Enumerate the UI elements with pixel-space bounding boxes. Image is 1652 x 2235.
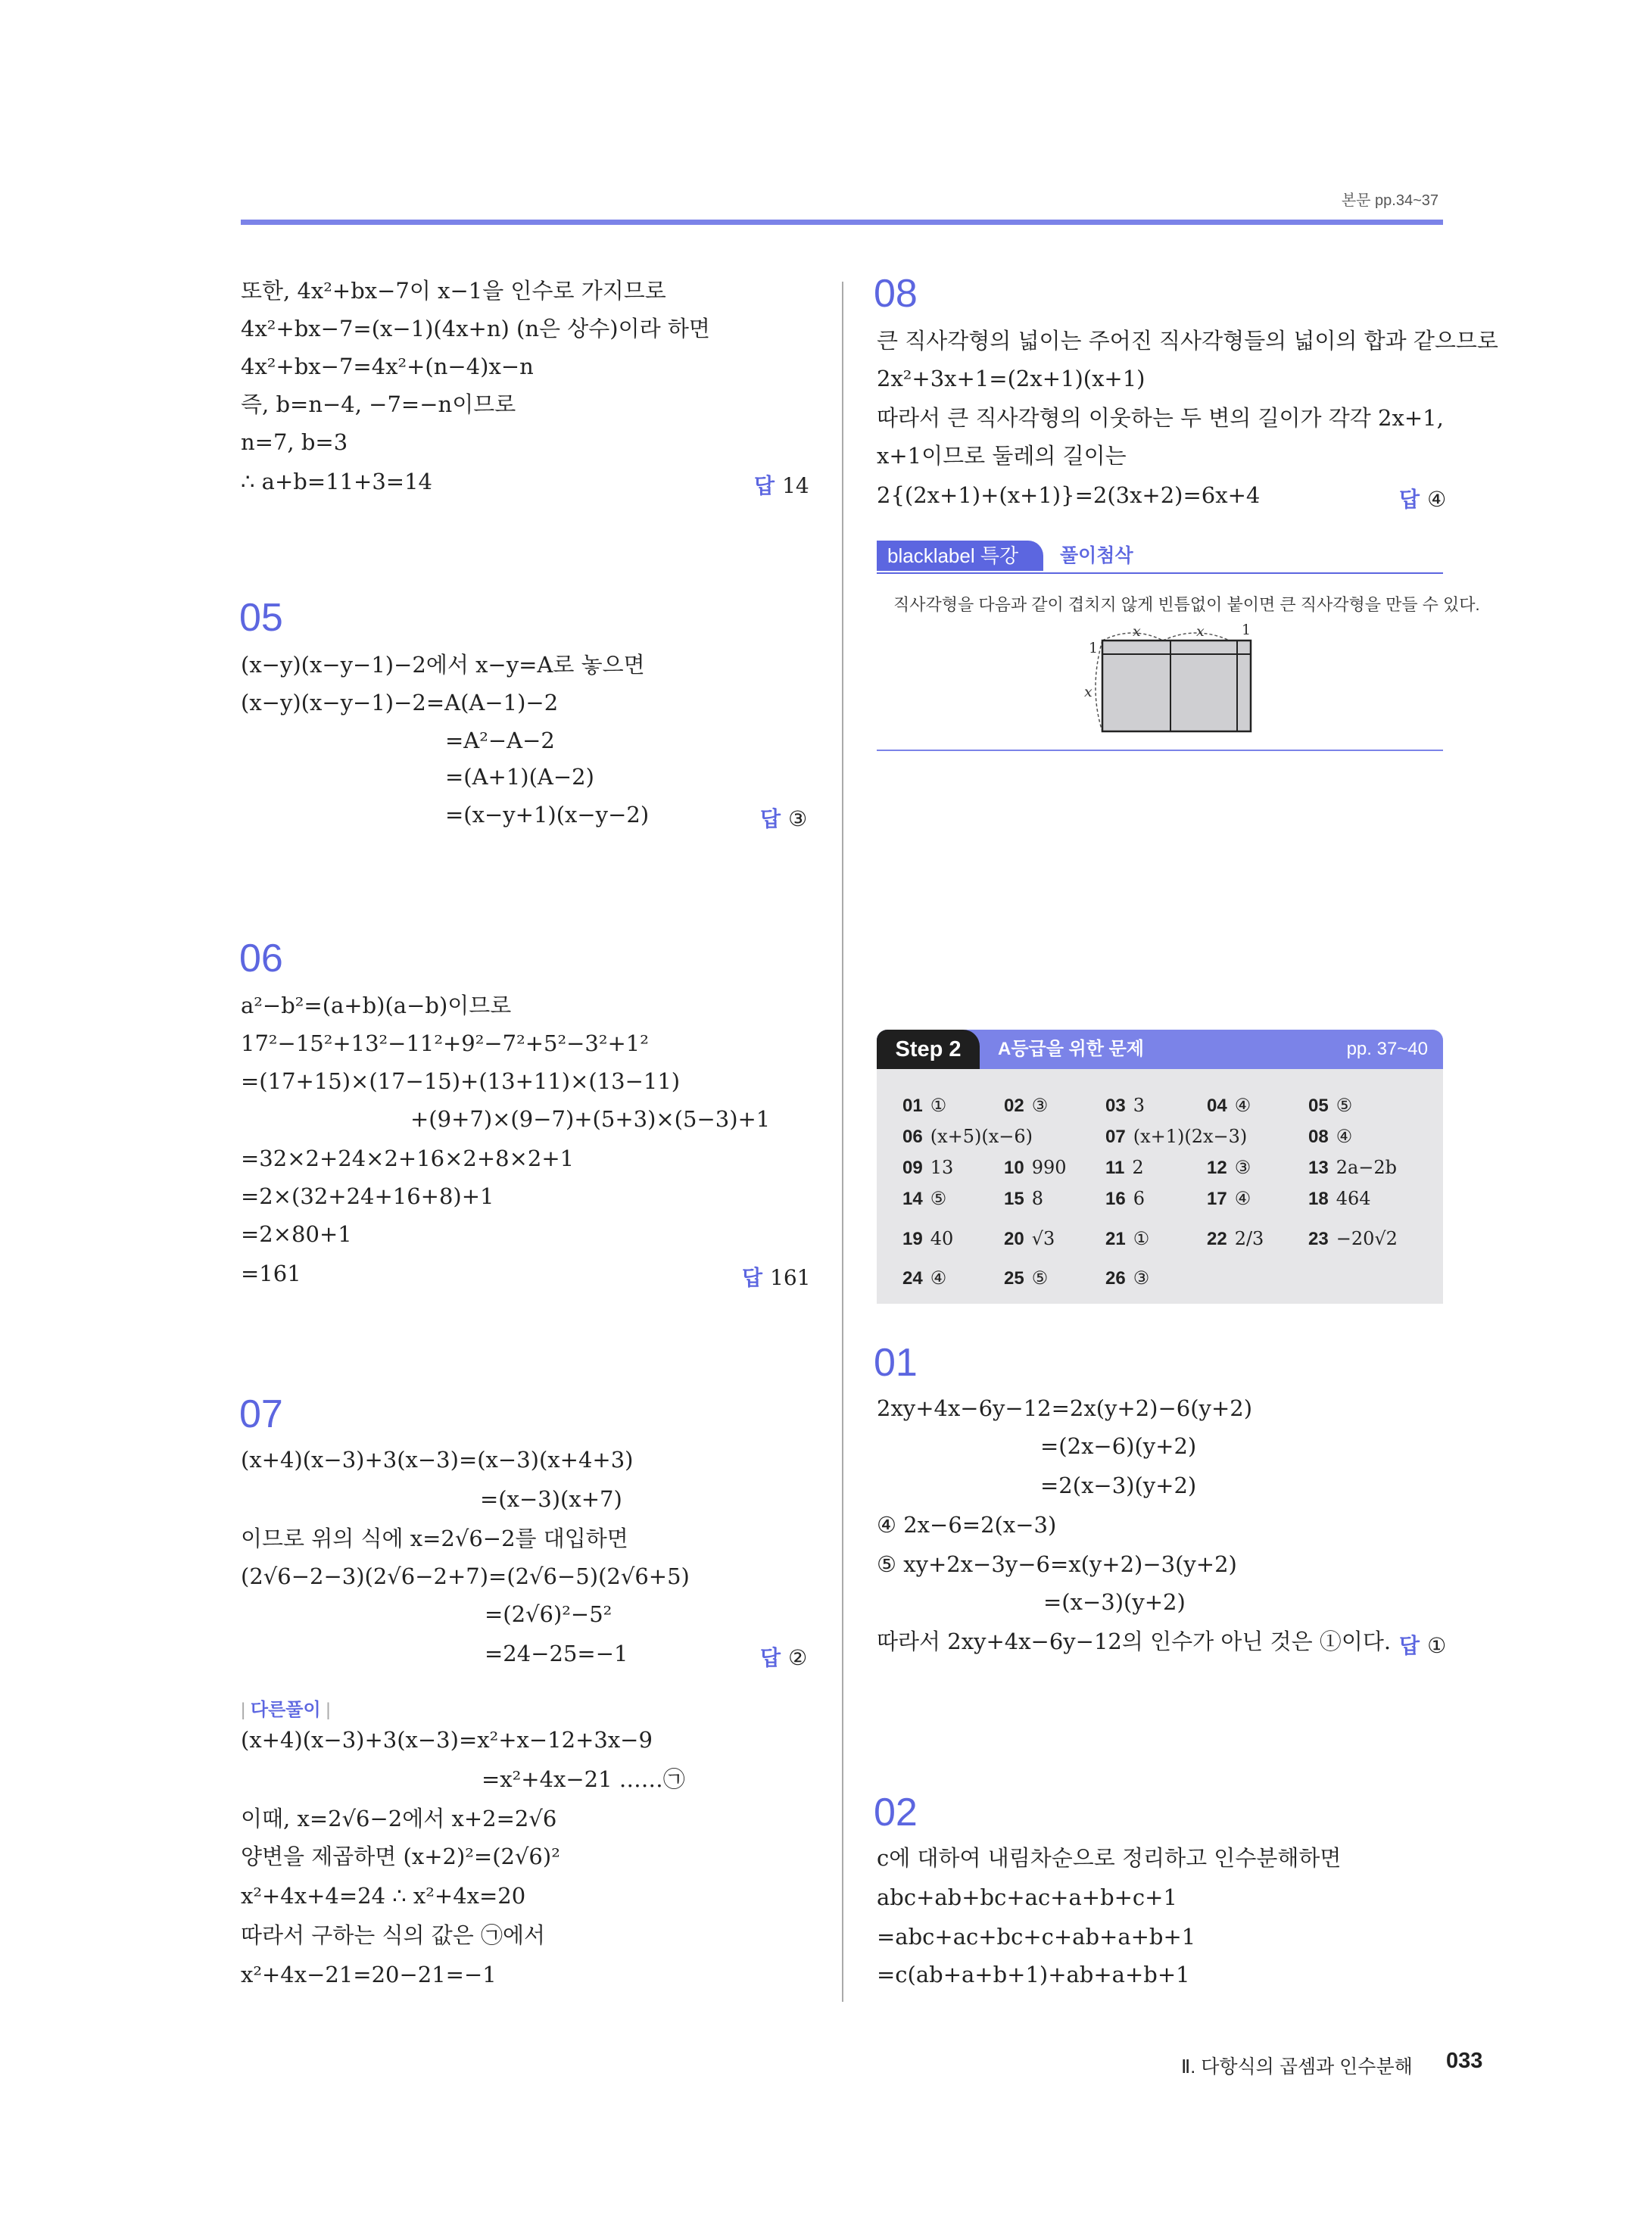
text-line: x²+4x−21=20−21=−1 [241,1962,497,1987]
text-line: =A²−A−2 [445,728,555,753]
answer-cell: 24 ④ [902,1267,947,1289]
text-line: 따라서 2xy+4x−6y−12의 인수가 아닌 것은 ①이다. [877,1629,1392,1654]
text-line: (x−y)(x−y−1)−2=A(A−1)−2 [241,690,559,715]
text-line: 즉, b=n−4, −7=−n이므로 [241,391,516,417]
question-number: 07 [239,1392,283,1436]
text-line: ⑤ xy+2x−3y−6=x(y+2)−3(y+2) [877,1551,1237,1577]
answer-label: 답 [760,1646,781,1669]
text-line: 따라서 구하는 식의 값은 ㉠에서 [241,1922,546,1948]
answer-cell: 14 ⑤ [902,1188,947,1209]
blacklabel-rule [877,572,1443,574]
text-line: =161 [241,1261,301,1286]
text-line: 2x²+3x+1=(2x+1)(x+1) [877,366,1145,391]
answer [1399,1629,1446,1660]
answer-label: 답 [760,807,781,831]
text-line: 큰 직사각형의 넓이는 주어진 직사각형들의 넓이의 합과 같으므로 [877,328,1498,354]
answer-cell: 07 (x+1)(2x−3) [1105,1126,1248,1147]
answer-value: ② [788,1645,808,1670]
answer-cell: 10 990 [1004,1157,1067,1178]
answer-value: 161 [770,1265,811,1290]
answer-cell: 19 40 [902,1228,954,1249]
answer-cell: 13 2a−2b [1308,1157,1398,1178]
text-line: =32×2+24×2+16×2+8×2+1 [241,1146,575,1171]
text-line: =24−25=−1 [485,1641,628,1666]
text-line: =2(x−3)(y+2) [1040,1473,1197,1498]
question-number: 02 [874,1791,918,1834]
answer-cell: 15 8 [1004,1188,1043,1209]
alternative-solution-label: | 다른풀이 | [241,1700,331,1720]
answer-cell: 25 ⑤ [1004,1267,1049,1289]
answer-value: ③ [788,806,808,831]
text-line: 이므로 위의 식에 x=2√6−2를 대입하면 [241,1526,628,1551]
header-rule [241,220,1443,225]
text-line: 2{(2x+1)+(x+1)}=2(3x+2)=6x+4 [877,482,1261,508]
chapter-title: Ⅱ. 다항식의 곱셈과 인수분해 [1181,2056,1413,2078]
text-line: 따라서 큰 직사각형의 이웃하는 두 변의 길이가 각각 2x+1, [877,405,1444,431]
step2-title: A등급을 위한 문제 [998,1039,1144,1059]
question-number: 05 [239,596,283,640]
answer-value: ① [1427,1633,1447,1658]
text-line: 4x²+bx−7=(x−1)(4x+n) (n은 상수)이라 하면 [241,316,710,341]
answer [1399,483,1446,513]
text-line: x+1이므로 둘레의 길이는 [877,443,1127,469]
text-line: =x²+4x−21 ……㉠ [482,1766,685,1792]
text-line: =(2x−6)(y+2) [1040,1433,1197,1459]
question-number: 08 [874,272,918,316]
text-line: =2×80+1 [241,1221,352,1247]
answer [742,1261,811,1292]
answer-label: 답 [1399,1634,1420,1657]
answer-cell: 23 −20√2 [1308,1228,1398,1249]
text-line: =(x−3)(x+7) [480,1486,622,1512]
text-line: (x−y)(x−y−1)−2에서 x−y=A로 놓으면 [241,652,645,678]
answer-cell: 09 13 [902,1157,954,1178]
text-line: =(2√6)²−5² [485,1601,612,1627]
answer-cell: 03 3 [1105,1095,1145,1116]
text-line: (x+4)(x−3)+3(x−3)=x²+x−12+3x−9 [241,1727,653,1753]
answer [754,469,809,500]
step2-pages: pp. 37~40 [1346,1039,1428,1059]
page-reference: 본문 pp.34~37 [1341,192,1438,209]
answer-label: 답 [754,474,775,497]
text-line: 또한, 4x²+bx−7이 x−1을 인수로 가지므로 [241,278,666,304]
fig-label: 1 [1242,622,1251,638]
text-line: 4x²+bx−7=4x²+(n−4)x−n [241,354,534,379]
answer-cell: 16 6 [1105,1188,1145,1209]
column-divider [842,282,843,2002]
answer-cell: 08 ④ [1308,1126,1353,1147]
fig-label: x [1196,623,1205,640]
text-line: c에 대하여 내림차순으로 정리하고 인수분해하면 [877,1845,1342,1871]
answer-cell: 01 ① [902,1095,947,1116]
text-line: =(17+15)×(17−15)+(13+11)×(13−11) [241,1068,681,1094]
question-number: 06 [239,937,283,980]
answer-cell: 20 √3 [1004,1228,1055,1249]
text-line: 양변을 제곱하면 (x+2)²=(2√6)² [241,1844,560,1869]
answer-value: ④ [1427,487,1447,512]
text-line: =(x−3)(y+2) [1043,1589,1186,1615]
blacklabel-subtitle: 풀이첨삭 [1060,545,1133,566]
text-line: 17²−15²+13²−11²+9²−7²+5²−3²+1² [241,1030,649,1056]
answer-label: 답 [742,1266,763,1289]
answer [760,803,807,833]
text-line: =c(ab+a+b+1)+ab+a+b+1 [877,1962,1190,1987]
step2-tab: Step 2 [877,1030,980,1069]
answer-cell: 11 2 [1105,1157,1144,1178]
text-line: ∴ a+b=11+3=14 [241,469,432,494]
answer-cell: 17 ④ [1207,1188,1251,1209]
answer-cell: 22 2/3 [1207,1228,1264,1249]
text-line: ④ 2x−6=2(x−3) [877,1512,1057,1538]
text-line: =(A+1)(A−2) [445,764,594,790]
answer-cell: 18 464 [1308,1188,1371,1209]
answer [760,1641,807,1672]
text-line: x²+4x+4=24 ∴ x²+4x=20 [241,1883,526,1909]
text-line: (x+4)(x−3)+3(x−3)=(x−3)(x+4+3) [241,1447,634,1473]
text-line: =(x−y+1)(x−y−2) [445,802,650,828]
text-line: abc+ab+bc+ac+a+b+c+1 [877,1884,1177,1910]
answer-cell: 26 ③ [1105,1267,1150,1289]
fig-label: x [1133,623,1141,640]
text-line: (2√6−2−3)(2√6−2+7)=(2√6−5)(2√6+5) [241,1563,690,1589]
text-line: a²−b²=(a+b)(a−b)이므로 [241,993,512,1018]
fig-label: 1 [1089,640,1099,656]
text-line: +(9+7)×(9−7)+(5+3)×(5−3)+1 [410,1106,771,1132]
rectangle-figure [1075,621,1272,742]
question-number: 01 [874,1341,918,1385]
text-line: =abc+ac+bc+c+ab+a+b+1 [877,1924,1196,1950]
blacklabel-text: 직사각형을 다음과 같이 겹치지 않게 빈틈없이 붙이면 큰 직사각형을 만들 수 있다. [893,595,1480,614]
answer-cell: 02 ③ [1004,1095,1049,1116]
blacklabel-bottom-rule [877,750,1443,751]
answer-cell: 21 ① [1105,1228,1150,1249]
step2-body [877,1069,1443,1304]
text-line: n=7, b=3 [241,429,348,455]
text-line: 2xy+4x−6y−12=2x(y+2)−6(y+2) [877,1395,1253,1421]
answer-cell: 04 ④ [1207,1095,1251,1116]
fig-label: x [1084,684,1093,700]
blacklabel-tag: blacklabel 특강 [877,541,1043,571]
answer-cell: 05 ⑤ [1308,1095,1353,1116]
answer-value: 14 [782,473,809,498]
answer-cell: 06 (x+5)(x−6) [902,1126,1033,1147]
answer-label: 답 [1399,488,1420,511]
text-line: 이때, x=2√6−2에서 x+2=2√6 [241,1806,557,1831]
answer-cell: 12 ③ [1207,1157,1251,1178]
text-line: =2×(32+24+16+8)+1 [241,1183,494,1209]
page-number: 033 [1446,2049,1483,2073]
